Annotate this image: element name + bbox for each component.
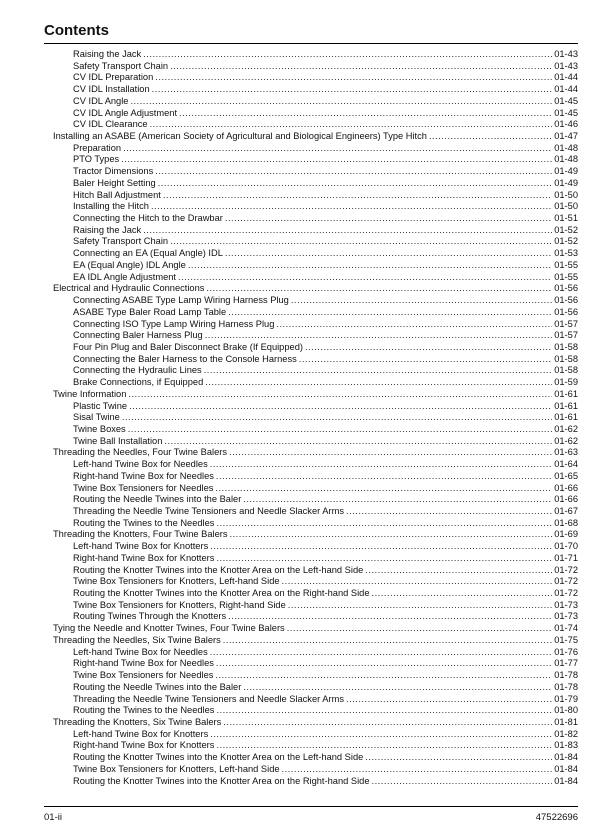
toc-entry[interactable] — [53, 401, 578, 413]
toc-leader-dots — [188, 260, 552, 272]
toc-entry-label: Twine Box Tensioners for Needles — [73, 670, 214, 681]
toc-entry-page: 01-71 — [554, 552, 578, 563]
toc-entry-page: 01-50 — [554, 201, 578, 212]
toc-leader-dots — [128, 424, 553, 436]
toc-entry-page: 01-79 — [554, 693, 578, 704]
toc-entry[interactable] — [53, 295, 578, 307]
toc-entry-page: 01-45 — [554, 107, 578, 118]
toc-leader-dots — [282, 576, 553, 588]
toc-entry-label: CV IDL Angle Adjustment — [73, 107, 178, 118]
toc-entry-page: 01-57 — [554, 330, 578, 341]
toc-entry[interactable] — [53, 483, 578, 495]
toc-entry[interactable] — [53, 84, 578, 96]
toc-entry-page: 01-74 — [554, 623, 578, 634]
toc-entry-label: Installing the Hitch — [73, 201, 149, 212]
toc-leader-dots — [288, 600, 552, 612]
toc-entry-page: 01-43 — [554, 60, 578, 71]
toc-entry-label: EA (Equal Angle) IDL Angle — [73, 259, 186, 270]
toc-entry-page: 01-53 — [554, 248, 578, 259]
footer-doc-number: 47522696 — [535, 812, 578, 823]
toc-entry[interactable] — [53, 154, 578, 166]
toc-entry-page: 01-58 — [554, 365, 578, 376]
toc-leader-dots — [228, 611, 552, 623]
toc-entry[interactable] — [53, 319, 578, 331]
toc-leader-dots — [216, 658, 552, 670]
toc-leader-dots — [216, 518, 552, 530]
toc-entry[interactable] — [53, 237, 578, 249]
page-title: Contents — [44, 22, 109, 39]
toc-entry-page: 01-49 — [554, 166, 578, 177]
toc-leader-dots — [346, 506, 552, 518]
toc-entry-page: 01-47 — [554, 131, 578, 142]
toc-leader-dots — [365, 752, 552, 764]
toc-leader-dots — [429, 131, 552, 143]
toc-entry-label: Routing the Needle Twines into the Baler — [73, 494, 242, 505]
toc-entry-page: 01-46 — [554, 119, 578, 130]
toc-entry-label: Routing the Knotter Twines into the Knotter Area on the Left-hand Side — [73, 752, 364, 763]
toc-leader-dots — [155, 166, 552, 178]
toc-entry-page: 01-61 — [554, 388, 578, 399]
toc-entry[interactable] — [53, 565, 578, 577]
toc-entry[interactable] — [53, 682, 578, 694]
toc-entry-page: 01-48 — [554, 154, 578, 165]
toc-entry-label: CV IDL Installation — [73, 84, 150, 95]
toc-entry-label: Connecting Baler Harness Plug — [73, 330, 203, 341]
toc-leader-dots — [291, 295, 552, 307]
toc-entry-label: CV IDL Clearance — [73, 119, 148, 130]
toc-entry-page: 01-44 — [554, 84, 578, 95]
toc-entry[interactable] — [53, 729, 578, 741]
toc-entry-label: Installing an ASABE (American Society of Agricultural and Biological Engineers) Type Hitch — [53, 131, 427, 142]
toc-entry[interactable] — [53, 518, 578, 530]
toc-entry-page: 01-58 — [554, 353, 578, 364]
toc-leader-dots — [164, 436, 552, 448]
toc-entry[interactable] — [53, 365, 578, 377]
toc-entry[interactable] — [53, 670, 578, 682]
toc-entry[interactable] — [53, 248, 578, 260]
toc-leader-dots — [206, 283, 552, 295]
toc-entry-page: 01-66 — [554, 482, 578, 493]
toc-entry[interactable] — [53, 119, 578, 131]
toc-leader-dots — [205, 377, 552, 389]
toc-entry-label: Right-hand Twine Box for Needles — [73, 470, 214, 481]
toc-entry-label: Tractor Dimensions — [73, 166, 154, 177]
toc-leader-dots — [216, 553, 552, 565]
toc-entry-label: Twine Box Tensioners for Needles — [73, 482, 214, 493]
toc-entry-page: 01-78 — [554, 681, 578, 692]
toc-entry-label: ASABE Type Baler Road Lamp Table — [73, 306, 227, 317]
toc-entry-page: 01-62 — [554, 423, 578, 434]
toc-entry[interactable] — [53, 658, 578, 670]
toc-leader-dots — [163, 190, 552, 202]
toc-leader-dots — [155, 72, 552, 84]
toc-entry-label: Threading the Knotters, Four Twine Balers — [53, 529, 228, 540]
toc-leader-dots — [299, 354, 552, 366]
toc-entry-page: 01-81 — [554, 716, 578, 727]
toc-entry-page: 01-69 — [554, 529, 578, 540]
toc-entry-page: 01-84 — [554, 763, 578, 774]
toc-entry[interactable] — [53, 740, 578, 752]
toc-entry[interactable] — [53, 354, 578, 366]
toc-entry-label: Twine Boxes — [73, 423, 126, 434]
toc-entry-label: Right-hand Twine Box for Needles — [73, 658, 214, 669]
toc-entry-label: Sisal Twine — [73, 412, 120, 423]
toc-entry-page: 01-57 — [554, 318, 578, 329]
toc-leader-dots — [150, 119, 553, 131]
toc-entry[interactable] — [53, 752, 578, 764]
toc-entry[interactable] — [53, 178, 578, 190]
toc-leader-dots — [223, 635, 552, 647]
toc-entry-label: Right-hand Twine Box for Knotters — [73, 552, 215, 563]
toc-entry-page: 01-50 — [554, 189, 578, 200]
toc-entry-label: Routing the Twines to the Needles — [73, 517, 215, 528]
toc-entry[interactable] — [53, 131, 578, 143]
toc-entry-page: 01-66 — [554, 494, 578, 505]
toc-entry-label: Threading the Needle Twine Tensioners and Needle Slacker Arms — [73, 693, 344, 704]
toc-leader-dots — [287, 623, 553, 635]
toc-leader-dots — [230, 529, 553, 541]
toc-entry[interactable] — [53, 213, 578, 225]
toc-entry[interactable] — [53, 588, 578, 600]
toc-leader-dots — [170, 236, 552, 248]
toc-entry-page: 01-56 — [554, 283, 578, 294]
toc-leader-dots — [121, 154, 552, 166]
toc-leader-dots — [151, 201, 552, 213]
header-rule — [44, 43, 578, 44]
toc-entry-page: 01-56 — [554, 295, 578, 306]
toc-entry[interactable] — [53, 623, 578, 635]
toc-entry[interactable] — [53, 635, 578, 647]
toc-leader-dots — [143, 225, 552, 237]
toc-entry-label: Left-hand Twine Box for Knotters — [73, 728, 209, 739]
toc-entry-page: 01-45 — [554, 95, 578, 106]
toc-entry[interactable] — [53, 377, 578, 389]
toc-entry-page: 01-75 — [554, 634, 578, 645]
toc-leader-dots — [372, 776, 553, 788]
toc-entry-label: Connecting ASABE Type Lamp Wiring Harness Plug — [73, 295, 289, 306]
toc-entry-page: 01-52 — [554, 224, 578, 235]
toc-entry-page: 01-44 — [554, 72, 578, 83]
toc-entry-page: 01-72 — [554, 588, 578, 599]
toc-entry[interactable] — [53, 447, 578, 459]
toc-leader-dots — [123, 143, 552, 155]
toc-entry[interactable] — [53, 72, 578, 84]
toc-entry-page: 01-68 — [554, 517, 578, 528]
toc-leader-dots — [210, 647, 553, 659]
toc-leader-dots — [305, 342, 552, 354]
toc-entry[interactable] — [53, 553, 578, 565]
toc-entry-page: 01-61 — [554, 412, 578, 423]
toc-leader-dots — [158, 178, 553, 190]
toc-entry-label: Right-hand Twine Box for Knotters — [73, 740, 215, 751]
toc-leader-dots — [225, 248, 552, 260]
toc-leader-dots — [129, 401, 552, 413]
toc-leader-dots — [204, 365, 553, 377]
toc-entry-label: Threading the Needles, Four Twine Balers — [53, 447, 227, 458]
toc-entry-label: EA IDL Angle Adjustment — [73, 271, 177, 282]
toc-entry-label: Connecting the Hitch to the Drawbar — [73, 213, 223, 224]
toc-entry[interactable] — [53, 776, 578, 788]
toc-entry-label: Routing the Twines to the Needles — [73, 705, 215, 716]
toc-entry-page: 01-82 — [554, 728, 578, 739]
toc-leader-dots — [282, 764, 553, 776]
toc-entry-page: 01-67 — [554, 506, 578, 517]
toc-leader-dots — [122, 412, 552, 424]
toc-entry[interactable] — [53, 272, 578, 284]
toc-entry-label: CV IDL Preparation — [73, 72, 154, 83]
toc-leader-dots — [223, 717, 552, 729]
toc-entry[interactable] — [53, 307, 578, 319]
toc-entry[interactable] — [53, 541, 578, 553]
toc-entry-page: 01-76 — [554, 646, 578, 657]
toc-entry-label: Four Pin Plug and Baler Disconnect Brake (If Equipped) — [73, 341, 303, 352]
toc-entry-page: 01-61 — [554, 400, 578, 411]
toc-entry-page: 01-84 — [554, 775, 578, 786]
toc-leader-dots — [229, 447, 552, 459]
toc-entry-label: Safety Transport Chain — [73, 236, 169, 247]
toc-entry-label: Connecting an EA (Equal Angle) IDL — [73, 248, 223, 259]
toc-leader-dots — [210, 541, 552, 553]
toc-entry[interactable] — [53, 459, 578, 471]
toc-entry-label: CV IDL Angle — [73, 95, 129, 106]
toc-entry[interactable] — [53, 330, 578, 342]
toc-entry-page: 01-49 — [554, 177, 578, 188]
toc-entry[interactable] — [53, 412, 578, 424]
toc-entry[interactable] — [53, 108, 578, 120]
toc-entry-label: Left-hand Twine Box for Knotters — [73, 541, 209, 552]
toc-entry-label: Routing the Needle Twines into the Baler — [73, 681, 242, 692]
toc-entry-label: Raising the Jack — [73, 224, 142, 235]
toc-leader-dots — [216, 705, 552, 717]
toc-leader-dots — [365, 565, 552, 577]
toc-leader-dots — [243, 682, 552, 694]
toc-entry-label: Twine Box Tensioners for Knotters, Right-hand Side — [73, 599, 286, 610]
toc-entry-label: Electrical and Hydraulic Connections — [53, 283, 205, 294]
toc-entry-label: Twine Information — [53, 388, 127, 399]
toc-entry-page: 01-62 — [554, 435, 578, 446]
toc-entry-label: Threading the Needle Twine Tensioners and Needle Slacker Arms — [73, 506, 344, 517]
toc-entry-page: 01-58 — [554, 341, 578, 352]
footer-page-number: 01-ii — [44, 812, 62, 823]
toc-entry[interactable] — [53, 166, 578, 178]
toc-entry-label: Hitch Ball Adjustment — [73, 189, 161, 200]
toc-entry-page: 01-55 — [554, 259, 578, 270]
toc-entry-page: 01-43 — [554, 48, 578, 59]
toc-entry[interactable] — [53, 424, 578, 436]
toc-entry[interactable] — [53, 612, 578, 624]
toc-entry-label: Routing Twines Through the Knotters — [73, 611, 227, 622]
toc-leader-dots — [215, 483, 552, 495]
toc-entry-page: 01-72 — [554, 576, 578, 587]
toc-entry-label: Twine Box Tensioners for Knotters, Left-hand Side — [73, 576, 280, 587]
toc-entry-page: 01-84 — [554, 752, 578, 763]
toc-entry[interactable] — [53, 143, 578, 155]
toc-leader-dots — [243, 494, 552, 506]
toc-entry-page: 01-73 — [554, 611, 578, 622]
toc-entry[interactable] — [53, 389, 578, 401]
toc-entry-label: Connecting the Hydraulic Lines — [73, 365, 202, 376]
toc-leader-dots — [276, 319, 552, 331]
toc-entry-page: 01-77 — [554, 658, 578, 669]
toc-entry[interactable] — [53, 190, 578, 202]
toc-entry-label: Safety Transport Chain — [73, 60, 169, 71]
toc-entry[interactable] — [53, 647, 578, 659]
toc-leader-dots — [372, 588, 553, 600]
toc-leader-dots — [210, 459, 553, 471]
toc-entry-page: 01-83 — [554, 740, 578, 751]
toc-entry[interactable] — [53, 494, 578, 506]
toc-entry-label: Twine Ball Installation — [73, 435, 163, 446]
toc-entry-page: 01-48 — [554, 142, 578, 153]
toc-entry-page: 01-65 — [554, 470, 578, 481]
toc-leader-dots — [170, 61, 552, 73]
toc-entry-label: Routing the Knotter Twines into the Knotter Area on the Right-hand Side — [73, 775, 370, 786]
toc-leader-dots — [210, 729, 552, 741]
toc-entry-label: Brake Connections, if Equipped — [73, 377, 204, 388]
toc-leader-dots — [215, 670, 552, 682]
toc-leader-dots — [225, 213, 552, 225]
toc-entry-label: Routing the Knotter Twines into the Knotter Area on the Left-hand Side — [73, 564, 364, 575]
toc-entry-label: PTO Types — [73, 154, 120, 165]
toc-leader-dots — [152, 84, 553, 96]
toc-entry[interactable] — [53, 705, 578, 717]
toc-leader-dots — [228, 307, 552, 319]
toc-entry-label: Twine Box Tensioners for Knotters, Left-hand Side — [73, 763, 280, 774]
toc-entry[interactable] — [53, 471, 578, 483]
table-of-contents — [53, 49, 578, 787]
toc-entry-label: Left-hand Twine Box for Needles — [73, 646, 208, 657]
toc-leader-dots — [178, 272, 552, 284]
toc-entry-page: 01-70 — [554, 541, 578, 552]
toc-entry-page: 01-55 — [554, 271, 578, 282]
toc-entry-page: 01-51 — [554, 213, 578, 224]
toc-entry[interactable] — [53, 342, 578, 354]
toc-entry[interactable] — [53, 436, 578, 448]
toc-leader-dots — [216, 471, 552, 483]
toc-entry-label: Raising the Jack — [73, 48, 142, 59]
toc-entry[interactable] — [53, 225, 578, 237]
toc-entry[interactable] — [53, 764, 578, 776]
toc-entry[interactable] — [53, 49, 578, 61]
toc-entry[interactable] — [53, 529, 578, 541]
toc-entry-label: Threading the Knotters, Six Twine Balers — [53, 716, 222, 727]
toc-leader-dots — [130, 96, 552, 108]
toc-entry-page: 01-73 — [554, 599, 578, 610]
toc-entry[interactable] — [53, 694, 578, 706]
toc-entry-label: Routing the Knotter Twines into the Knotter Area on the Right-hand Side — [73, 588, 370, 599]
footer-rule — [44, 806, 578, 807]
toc-entry-page: 01-52 — [554, 236, 578, 247]
toc-leader-dots — [179, 108, 552, 120]
toc-leader-dots — [128, 389, 552, 401]
toc-entry-label: Connecting the Baler Harness to the Console Harness — [73, 353, 297, 364]
toc-entry-label: Threading the Needles, Six Twine Balers — [53, 634, 221, 645]
toc-entry[interactable] — [53, 96, 578, 108]
toc-entry[interactable] — [53, 283, 578, 295]
toc-entry-page: 01-56 — [554, 306, 578, 317]
toc-entry-page: 01-72 — [554, 564, 578, 575]
toc-entry-page: 01-78 — [554, 670, 578, 681]
toc-entry[interactable] — [53, 201, 578, 213]
toc-leader-dots — [216, 740, 552, 752]
toc-entry-label: Connecting ISO Type Lamp Wiring Harness Plug — [73, 318, 275, 329]
toc-entry-page: 01-64 — [554, 459, 578, 470]
toc-entry[interactable] — [53, 260, 578, 272]
toc-entry-label: Plastic Twine — [73, 400, 128, 411]
toc-entry-label: Preparation — [73, 142, 122, 153]
toc-entry[interactable] — [53, 506, 578, 518]
toc-leader-dots — [205, 330, 553, 342]
toc-entry[interactable] — [53, 717, 578, 729]
toc-entry-page: 01-59 — [554, 377, 578, 388]
toc-entry-label: Baler Height Setting — [73, 177, 156, 188]
toc-entry[interactable] — [53, 600, 578, 612]
toc-entry[interactable] — [53, 61, 578, 73]
toc-leader-dots — [143, 49, 552, 61]
toc-entry-label: Left-hand Twine Box for Needles — [73, 459, 208, 470]
toc-entry[interactable] — [53, 576, 578, 588]
toc-entry-page: 01-63 — [554, 447, 578, 458]
toc-leader-dots — [346, 694, 552, 706]
toc-entry-label: Tying the Needle and Knotter Twines, Four Twine Balers — [53, 623, 285, 634]
toc-entry-page: 01-80 — [554, 705, 578, 716]
